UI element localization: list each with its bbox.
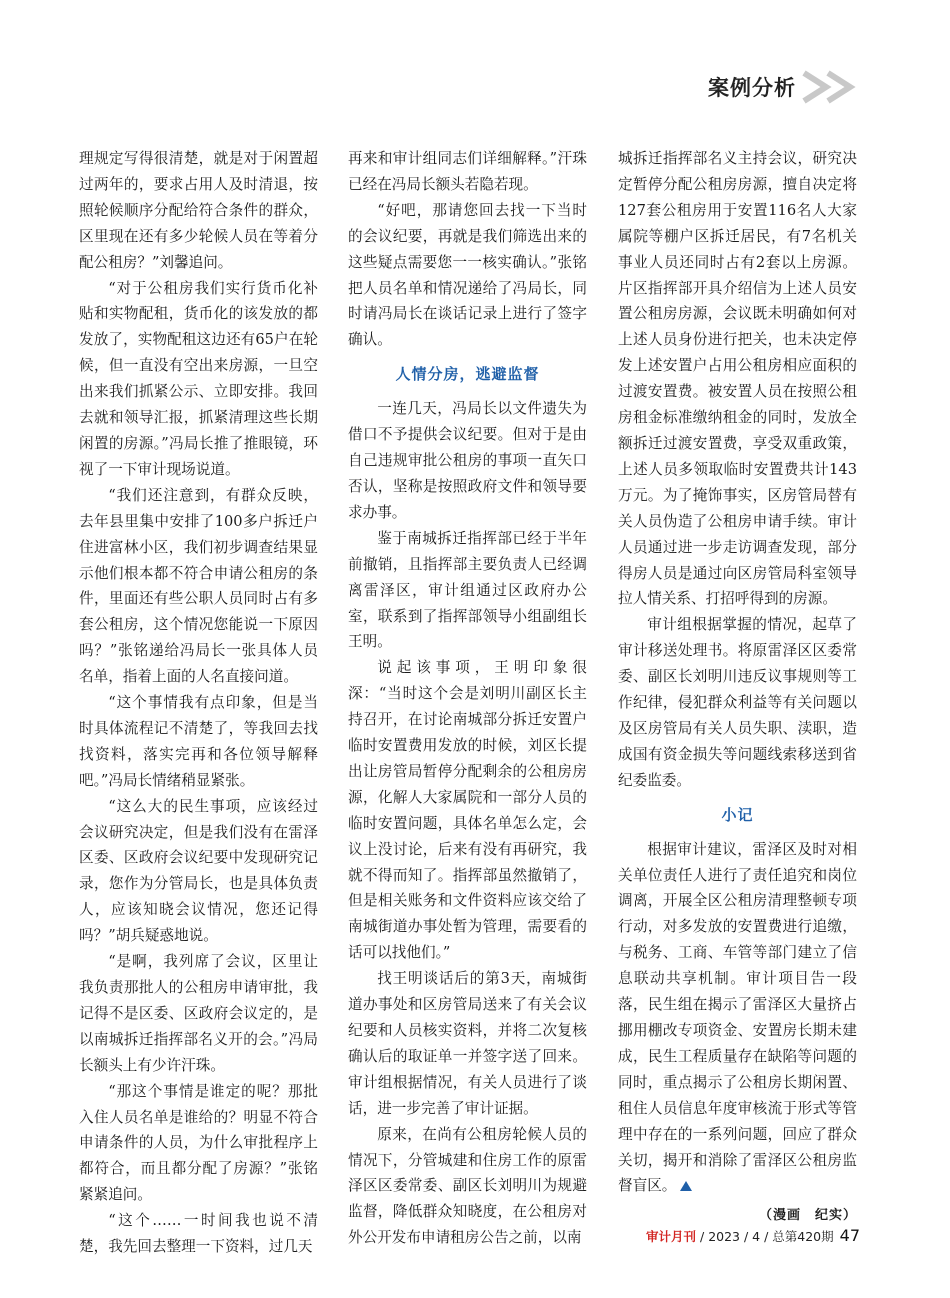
issue-info: / 2023 / 4 / 总第420期: [696, 1229, 834, 1244]
paragraph: 理规定写得很清楚，就是对于闲置超过两年的，要求占用人及时清退，按照轮候顺序分配给符合条件的群众，区里现在还有多少轮候人员在等着分配公租房？”刘馨追问。: [79, 150, 318, 271]
paragraph: 再来和审计组同志们详细解释。”汗珠已经在冯局长额头若隐若现。: [348, 150, 587, 193]
chevron-right-icon: [800, 70, 860, 104]
paragraph: “是啊，我列席了会议，区里让我负责那批人的公租房申请审批，我记得不是区委、区政府会议定的，是以南城拆迁指挥部名义开的会。”冯局长额头上有少许汗珠。: [79, 953, 318, 1074]
paragraph: 原来，在尚有公租房轮候人员的情况下，分管城建和住房工作的原雷泽区区委常委、副区长刘明川为规避监督，降低群众知晓度，在公租房对外公开发布申请租房公告之前，以南: [348, 1125, 587, 1247]
paragraph: 找王明谈话后的第3天，南城街道办事处和区房管局送来了有关会议纪要和人员核实资料，并将二次复核确认后的取证单一并签字送了回来。审计组根据情况，有关人员进行了谈话，进一步完善了审计证据。: [348, 970, 587, 1117]
paragraph: “对于公租房我们实行货币化补贴和实物配租，货币化的该发放的都发放了，实物配租这边还有65户在轮候，但一直没有空出来房源，一旦空出来我们抓紧公示、立即安排。我回去就和领导汇报，抓紧清理这些长期闲置的房源。”冯局长推了推眼镜，环视了一下审计现场说道。: [79, 279, 318, 478]
section-heading: 人情分房，逃避监督: [395, 365, 540, 384]
magazine-name: 审计月刊: [646, 1229, 697, 1244]
paragraph: “这个事情我有点印象，但是当时具体流程记不清楚了，等我回去找找资料，落实完再和各位领导解释吧。”冯局长情绪稍显紧张。: [79, 694, 318, 789]
paragraph: “这么大的民生事项，应该经过会议研究决定，但是我们没有在雷泽区委、区政府会议纪要中发现研究记录，您作为分管局长，也是具体负责人，应该知晓会议情况，您还记得吗？”胡兵疑惑地说。: [79, 797, 318, 945]
paragraph: “我们还注意到，有群众反映，去年县里集中安排了100多户拆迁户住进富林小区，我们初步调查结果显示他们根本都不符合申请公租房的条件，里面还有些公职人员同时占有多套公租房，这个情况您能说一下原因吗？”张铭递给冯局长一张具体人员名单，指着上面的人名直接问道。: [79, 486, 318, 686]
paragraph: “好吧，那请您回去找一下当时的会议纪要，再就是我们筛选出来的这些疑点需要您一一核实确认。”张铭把人员名单和情况递给了冯局长，同时请冯局长在谈话记录上进行了签字确认。: [348, 201, 587, 349]
paragraph: 审计组根据掌握的情况，起草了审计移送处理书。将原雷泽区区委常委、副区长刘明川违反议事规则等工作纪律，侵犯群众利益等有关问题以及区房管局有关人员失职、渎职，造成国有资金损失等问题线索移送到省纪委监委。: [618, 616, 857, 789]
text-column-2: [348, 146, 587, 1251]
end-mark-icon: [680, 1181, 692, 1191]
section-title: 案例分析: [708, 76, 796, 100]
section-heading: 小记: [721, 805, 754, 824]
paragraph: “那这个事情是谁定的呢？那批入住人员名单是谁给的？明显不符合申请条件的人员，为什么审批程序上都符合，而且都分配了房源？”张铭紧紧追问。: [79, 1082, 318, 1204]
text-column-3: [618, 146, 857, 1229]
paragraph: 说起该事项，王明印象很深：“当时这个会是刘明川副区长主持召开，在讨论南城部分拆迁安置户临时安置费用发放的时候，刘区长提出让房管局暂停分配剩余的公租房房源，化解人大家属院和一部分人员的临时安置问题，具体名单怎么定，会议上没讨论，后来有没有再研究，我就不得而知了。指挥部虽然撤销了，但是相关账务和文件资料应该交给了南城街道办事处暂为管理，需要看的话可以找他们。”: [348, 659, 587, 962]
text-column-1: [79, 146, 318, 1260]
paragraph: “这个……一时间我也说不清楚，我先回去整理一下资料，过几天: [79, 1212, 318, 1256]
page-number: 47: [839, 1226, 860, 1245]
paragraph-text: 根据审计建议，雷泽区及时对相关单位责任人进行了责任追究和岗位调离，开展全区公租房清理整顿专项行动，对多发放的安置费进行追缴，与税务、工商、车管等部门建立了信息联动共享机制。审计项目告一段落，民生组在揭示了雷泽区大量挤占挪用棚改专项资金、安置房长期未建成，民生工程质量存在缺陷等问题的同时，重点揭示了公租房长期闲置、租住人员信息年度审核流于形式等管理中存在的一系列问题，回应了群众关切，揭开和消除了雷泽区公租房监督盲区。: [618, 840, 857, 1195]
paragraph-final: [618, 837, 857, 1200]
page-footer: [646, 1226, 860, 1245]
paragraph: 一连几天，冯局长以文件遗失为借口不予提供会议纪要。但对于是由自己违规审批公租房的事项一直矢口否认，坚称是按照政府文件和领导要求办事。: [348, 400, 587, 521]
paragraph: 城拆迁指挥部名义主持会议，研究决定暂停分配公租房房源，擅自决定将127套公租房用于安置116名人大家属院等棚户区拆迁居民，有7名机关事业人员还同时占有2套以上房源。片区指挥部开具介绍信为上述人员安置公租房房源，会议既未明确如何对上述人员身份进行把关，也未决定停发上述安置户占用公租房相应面积的过渡安置费。被安置人员在按照公租房租金标准缴纳租金的同时，发放全额拆迁过渡安置费，享受双重政策，上述人员多领取临时安置费共计143万元。为了掩饰事实，区房管局替有关人员伪造了公租房申请手续。审计人员通过进一步走访调查发现，部分得房人员是通过向区房管局科室领导拉人情关系、打招呼得到的房源。: [618, 150, 857, 608]
credit-line: （漫画 纪实）: [758, 1208, 857, 1224]
paragraph: 鉴于南城拆迁指挥部已经于半年前撤销，且指挥部主要负责人已经调离雷泽区，审计组通过区政府办公室，联系到了指挥部领导小组副组长王明。: [348, 529, 587, 651]
